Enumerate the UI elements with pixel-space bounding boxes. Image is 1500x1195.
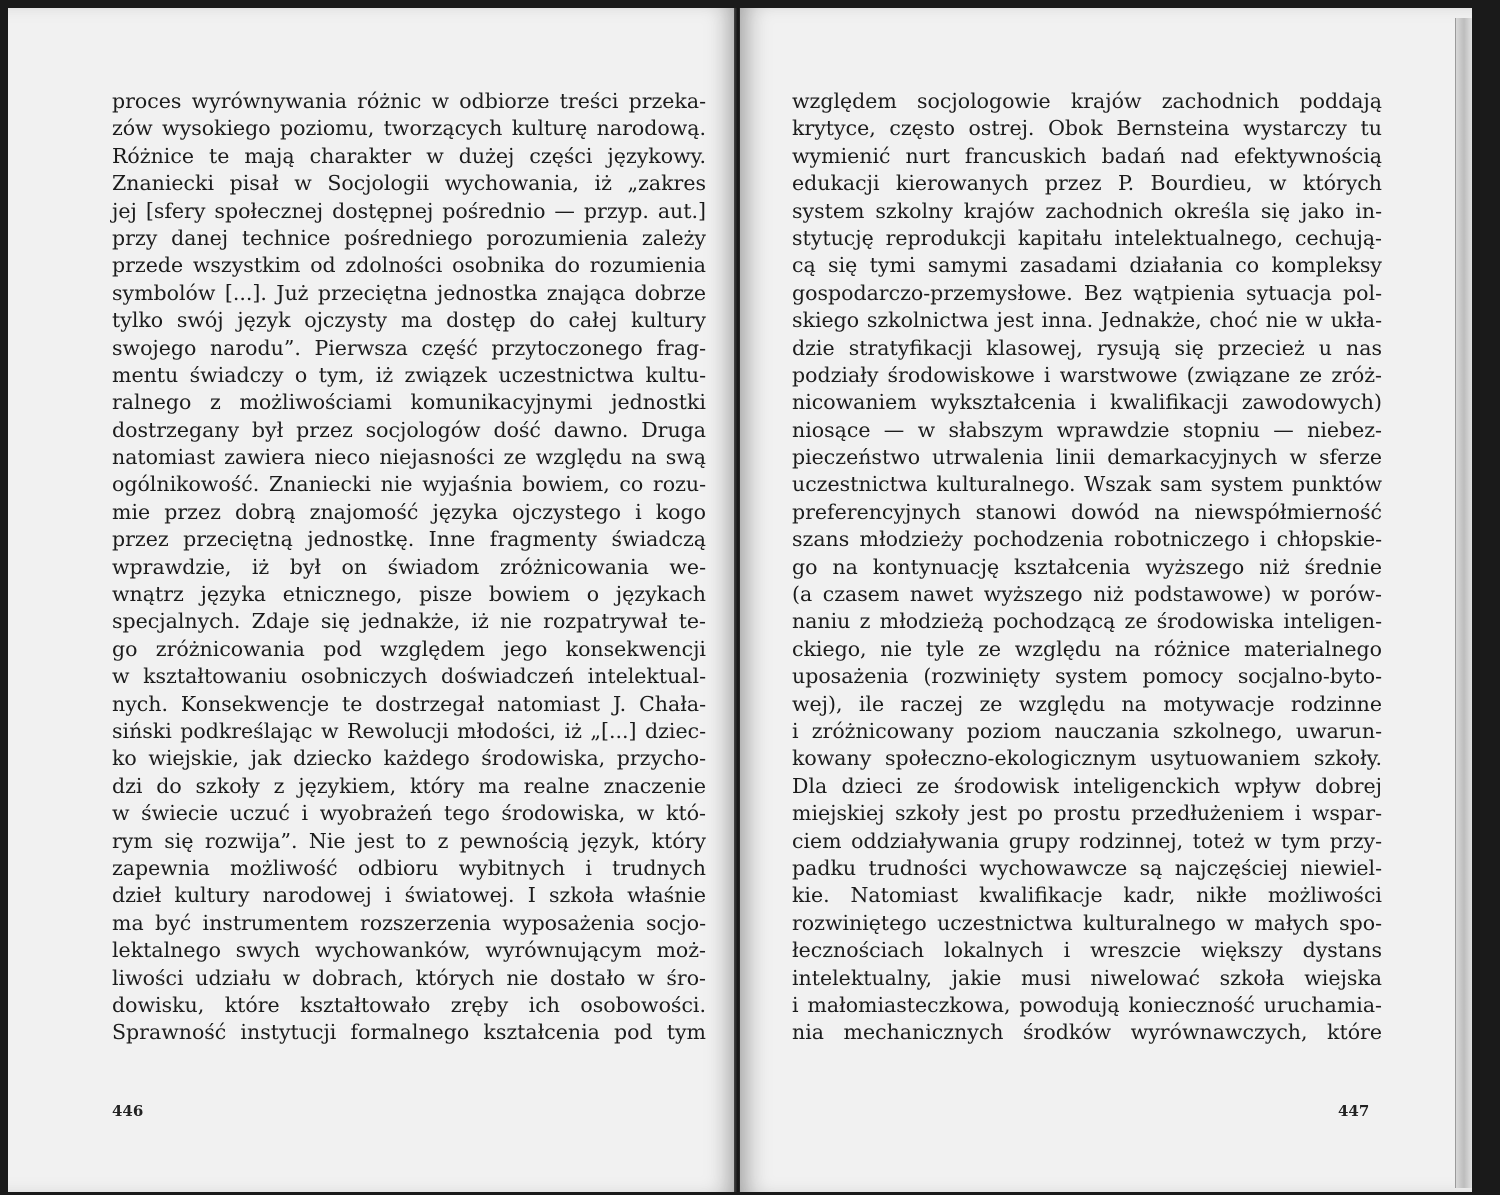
text-line: łecznościach lokalnych i wreszcie większy dystans (792, 938, 1382, 963)
left-page-number: 446 (112, 1102, 144, 1120)
text-line: w świecie uczuć i wyobrażeń tego środowiska, w któ- (112, 801, 706, 826)
text-line: niosące — w słabszym wprawdzie stopniu — niebez- (792, 417, 1382, 442)
text-line: gospodarczo-przemysłowe. Bez wątpienia sytuacja pol- (792, 280, 1382, 305)
text-line: jej [sfery społecznej dostępnej pośrednio — przyp. aut.] (112, 198, 706, 223)
text-line: siński podkreślając w Rewolucji młodości, iż „[...] dziec- (112, 718, 706, 743)
text-line: tylko swój język ojczysty ma dostęp do całej kultury (112, 308, 706, 333)
text-line: swojego narodu”. Pierwsza część przytoczonego frag- (112, 335, 706, 360)
text-line: Dla dzieci ze środowisk inteligenckich wpływ dobrej (792, 773, 1382, 798)
text-line: cą się tymi samymi zasadami działania co kompleksy (792, 253, 1382, 278)
right-page-number: 447 (1338, 1102, 1370, 1120)
text-line: ralnego z możliwościami komunikacyjnymi jednostki (112, 390, 706, 415)
text-line: dzi do szkoły z językiem, który ma realne znaczenie (112, 773, 706, 798)
text-line: lektalnego swych wychowanków, wyrównującym moż- (112, 938, 706, 963)
text-line: (a czasem nawet wyższego niż podstawowe) w porów- (792, 582, 1382, 607)
text-line: wymienić nurt francuskich badań nad efektywnością (792, 143, 1382, 168)
text-line: uposażenia (rozwinięty system pomocy socjalno-byto- (792, 664, 1382, 689)
text-line: Różnice te mają charakter w dużej części językowy. (112, 143, 706, 168)
text-line: uczestnictwa kulturalnego. Wszak sam system punktów (792, 472, 1382, 497)
text-line: padku trudności wychowawcze są najczęściej niewiel- (792, 855, 1382, 880)
text-line: miejskiej szkoły jest po prostu przedłużeniem i wspar- (792, 801, 1382, 826)
text-line: dowisku, które kształtowało zręby ich osobowości. (112, 992, 706, 1017)
text-line: ciem oddziaływania grupy rodzinnej, toteż w tym przy- (792, 828, 1382, 853)
text-line: naniu z młodzieżą pochodzącą ze środowiska inteligen- (792, 609, 1382, 634)
page-edge (1455, 18, 1472, 1188)
text-line: przede wszystkim od zdolności osobnika do rozumienia (112, 253, 706, 278)
text-line: zów wysokiego poziomu, tworzących kulturę narodową. (112, 116, 706, 141)
text-line: mie przez dobrą znajomość języka ojczystego i kogo (112, 499, 706, 524)
text-line: go zróżnicowania pod względem jego konsekwencji (112, 636, 706, 661)
text-line: natomiast zawiera nieco niejasności ze względu na swą (112, 445, 706, 470)
text-line: edukacji kierowanych przez P. Bourdieu, w których (792, 171, 1382, 196)
text-line: symbolów [...]. Już przeciętna jednostka znająca dobrze (112, 280, 706, 305)
text-line: specjalnych. Zdaje się jednakże, iż nie rozpatrywał te- (112, 609, 706, 634)
text-line: w kształtowaniu osobniczych doświadczeń intelektual- (112, 664, 706, 689)
text-line: dzie stratyfikacji klasowej, rysują się przecież u nas (792, 335, 1382, 360)
text-line: dostrzegany był przez socjologów dość dawno. Druga (112, 417, 706, 442)
text-line: i zróżnicowany poziom nauczania szkolnego, uwarun- (792, 718, 1382, 743)
text-line: kowany społeczno-ekologicznym usytuowaniem szkoły. (792, 746, 1382, 771)
text-line: ko wiejskie, jak dziecko każdego środowiska, przycho- (112, 746, 706, 771)
text-line: szans młodzieży pochodzenia robotniczego i chłopskie- (792, 527, 1382, 552)
text-line: Sprawność instytucji formalnego kształcenia pod tym (112, 1020, 706, 1045)
text-line: wnątrz języka etnicznego, pisze bowiem o językach (112, 582, 706, 607)
text-line: kie. Natomiast kwalifikacje kadr, nikłe możliwości (792, 883, 1382, 908)
text-line: zapewnia możliwość odbioru wybitnych i trudnych (112, 855, 706, 880)
text-line: preferencyjnych stanowi dowód na niewspółmierność (792, 499, 1382, 524)
text-line: Znaniecki pisał w Socjologii wychowania, iż „zakres (112, 171, 706, 196)
text-line: rozwiniętego uczestnictwa kulturalnego w małych spo- (792, 910, 1382, 935)
text-line: względem socjologowie krajów zachodnich poddają (792, 89, 1382, 113)
text-line: system szkolny krajów zachodnich określa się jako in- (792, 198, 1382, 223)
text-line: i małomiasteczkowa, powodują konieczność uruchamia- (792, 992, 1382, 1017)
text-line: pieczeństwo utrwalenia linii demarkacyjnych w sferze (792, 445, 1382, 470)
text-line: skiego szkolnictwa jest inna. Jednakże, choć nie w ukła- (792, 308, 1382, 333)
left-page (8, 8, 736, 1192)
right-page-text (792, 88, 1382, 1047)
text-line: przy danej technice pośredniego porozumienia zależy (112, 225, 706, 250)
left-page-text (112, 88, 706, 1047)
text-line: podziały środowiskowe i warstwowe (związane ze zróż- (792, 362, 1382, 387)
text-line: go na kontynuację kształcenia wyższego niż średnie (792, 554, 1382, 579)
text-line: stytucję reprodukcji kapitału intelektualnego, cechują- (792, 225, 1382, 250)
text-line: mentu świadczy o tym, iż związek uczestnictwa kultu- (112, 362, 706, 387)
text-line: dzieł kultury narodowej i światowej. I szkoła właśnie (112, 883, 706, 908)
text-line: wej), ile raczej ze względu na motywacje rodzinne (792, 691, 1382, 716)
text-line: wprawdzie, iż był on świadom zróżnicowania we- (112, 554, 706, 579)
text-line: proces wyrównywania różnic w odbiorze treści przeka- (112, 89, 706, 113)
text-line: ma być instrumentem rozszerzenia wyposażenia socjo- (112, 910, 706, 935)
text-line: ogólnikowość. Znaniecki nie wyjaśnia bowiem, co rozu- (112, 472, 706, 497)
text-line: nia mechanicznych środków wyrównawczych, które (792, 1020, 1382, 1045)
right-page (740, 8, 1472, 1192)
text-line: krytyce, często ostrej. Obok Bernsteina wystarczy tu (792, 116, 1382, 141)
text-line: przez przeciętną jednostkę. Inne fragmenty świadczą (112, 527, 706, 552)
text-line: nych. Konsekwencje te dostrzegał natomiast J. Chała- (112, 691, 706, 716)
text-line: ckiego, nie tyle ze względu na różnice materialnego (792, 636, 1382, 661)
text-line: liwości udziału w dobrach, których nie dostało w śro- (112, 965, 706, 990)
text-line: nicowaniem wykształcenia i kwalifikacji zawodowych) (792, 390, 1382, 415)
text-line: intelektualny, jakie musi niwelować szkoła wiejska (792, 965, 1382, 990)
book-spread (8, 8, 1484, 1192)
text-line: rym się rozwija”. Nie jest to z pewnością język, który (112, 828, 706, 853)
